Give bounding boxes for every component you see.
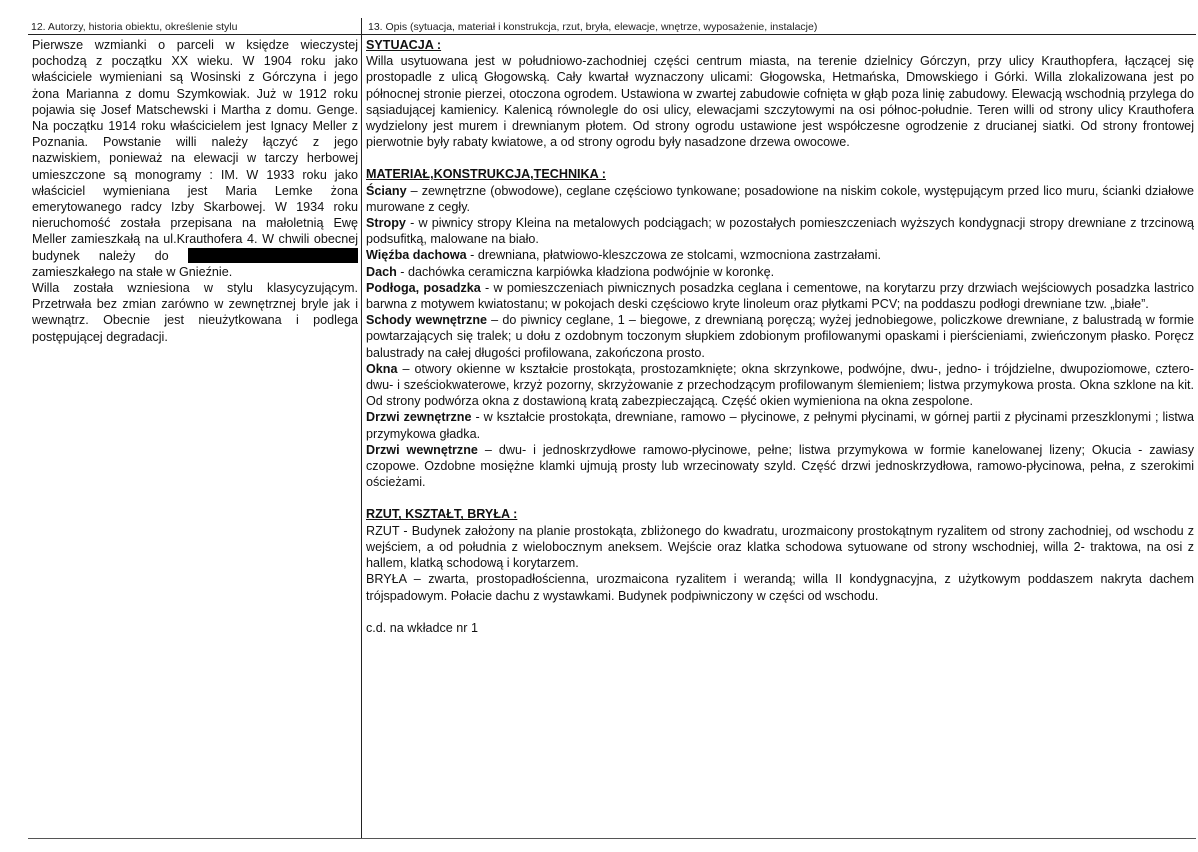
continued-note: c.d. na wkładce nr 1 (366, 620, 479, 635)
material-item (366, 312, 1194, 361)
material-item-text: – do piwnicy ceglane, 1 – biegowe, z drewnianą poręczą; wyżej jednobiegowe, policzkowe drewniane, z balustradą w formie powtarzających się tralek; u dołu z ozdobnym toczonym słupkiem zdobionym profilowanymi opaskami i pierścieniami, zwieńczonym płasko. Poręcz balustrady na całej długości profilowana, zakończona prosto. (366, 313, 1194, 360)
material-item (366, 361, 1194, 410)
plan-bryla-text: BRYŁA – zwarta, prostopadłościenna, urozmaicona ryzalitem i werandą; willa II kondygnacyjna, z użytkowym poddaszem nakryta dachem trójspadowym. Połacie dachu z wystawkami. Budynek podpiwniczony w części od wschodu. (366, 572, 1194, 603)
material-item-term: Dach (366, 264, 397, 279)
material-item-term: Więźba dachowa (366, 248, 467, 263)
material-item (366, 280, 1194, 312)
material-item (366, 409, 1194, 441)
material-item-text: - drewniana, płatwiowo-kleszczowa ze stolcami, wzmocniona zastrzałami. (466, 248, 882, 263)
section-13-header: 13. Opis (sytuacja, materiał i konstrukcja, rzut, bryła, elewacje, wnętrze, wyposażenie, instalacje) (368, 21, 818, 33)
material-item-term: Stropy (366, 216, 406, 231)
material-item (366, 215, 1194, 247)
header-divider (28, 34, 1196, 35)
bottom-border (28, 838, 1196, 839)
history-text-after-redaction: zamieszkałego na stałe w Gnieźnie. (32, 264, 233, 279)
plan-rzut-text: RZUT - Budynek założony na planie prostokąta, zbliżonego do kwadratu, urozmaicony prostokątnym ryzalitem od strony zachodniej, od wschodu z wejściem, a od południa z wielobocznym aneksem. Wejście oraz klatka schodowa sytuowane od strony wschodniej, willa 2- traktowa, na osi z hallem, klatką schodową i korytarzem. (366, 523, 1194, 571)
material-item-text: – dwu- i jednoskrzydłowe ramowo-płycinowe, pełne; listwa przymykowa w formie kanelowanej lizeny; Okucia - zawiasy czopowe. Ozdobne mosiężne klamki ujmują prosty lub wrzecinowaty szyld. Część drzwi jednoskrzydłowa, ramowo-płycinowa, pełna, z szerokimi ościeżami. (366, 442, 1195, 490)
material-item-text: - w pomieszczeniach piwnicznych posadzka ceglana i cementowe, na korytarzu przy drzwiach wejściowych posadzka lastrico barwna z motywem kwiatostanu; w pokojach deski częściowo kryte linoleum oraz płytkami PCV; na poddaszu podłogi drewniane tzw. „białe”. (366, 280, 1194, 312)
material-item (366, 247, 1194, 263)
material-list (366, 183, 1194, 491)
history-text: Pierwsze wzmianki o parceli w księdze wieczystej pochodzą z początku XX wieku. W 1904 roku jako właściciele wymieniani są Wosinski z Górczyna i jego żona Marianna z domu Szymkowiak. Już w 1912 roku pojawia się Josef Matschewski i Martha z domu. Genge. Na początku 1914 roku właścicielem jest Ignacy Meller z Poznania. Powstanie willi należy łączyć z jego nazwiskiem, ponieważ na elewacji w tarczy herbowej umieszczone są monogramy : IM. W 1933 roku jako właściciel wymieniana jest Maria Lemke żona emerytowanego radcy Izby Skarbowej. W 1934 roku nieruchomość została przepisana na małoletnią Ewę Meller zamieszkałą na ul.Krauthofera 4. W chwili obecnej budynek należy do (32, 38, 358, 263)
material-item-term: Drzwi wewnętrzne (366, 442, 478, 457)
redacted-owner-name (188, 248, 358, 263)
history-paragraph-2: Willa została wzniesiona w stylu klasycyzującym. Przetrwała bez zmian zarówno w zewnętrznej bryle jak i wewnątrz. Obecnie jest nieużytkowana i podlega postępującej degradacji. (32, 281, 358, 344)
material-item-term: Podłoga, posadzka (366, 280, 481, 295)
material-item-text: - dachówka ceramiczna karpiówka kładziona podwójnie w koronkę. (396, 264, 775, 279)
material-item-text: - w kształcie prostokąta, drewniane, ramowo – płycinowe, z pełnymi płycinami, w górnej partii z płycinami przeszklonymi ; listwa przymykowa gładka. (366, 410, 1194, 441)
situation-text: Willa usytuowana jest w południowo-zachodniej części centrum miasta, na terenie dzielnicy Górczyn, przy ulicy Krauthopfera, łączącej się prostopadle z ulicą Głogowską. Cały kwartał wyznaczony ulicami: Głogowska, Hetmańska, Dmowskiego i Górki. Willa zlokalizowana jest po północnej stronie pierzei, otoczona ogrodem. Ustawiona w zwartej zabudowie cofnięta w głąb poza linię zabudowy. Elewacją wschodnią przylega do sąsiadującej kamienicy. Kalenicą równolegle do osi ulicy, elewacjami szczytowymi na osi północ-południe. Teren willi od strony ulicy Krauthofera wydzielony jest murem i drewnianym płotem. Od strony ogrodu ustawione jest współczesne ogrodzenie z drucianej siatki. Od strony frontowej pierwotnie były rabaty kwiatowe, a od strony ogrodu były nasadzone drzewa owocowe. (366, 54, 1194, 150)
material-item-term: Schody wewnętrzne (366, 313, 488, 328)
plan-heading: RZUT, KSZTAŁT, BRYŁA : (366, 507, 518, 522)
description-column (366, 37, 1194, 636)
material-item (366, 442, 1194, 491)
material-item-term: Okna (366, 361, 398, 376)
situation-heading: SYTUACJA : (366, 38, 442, 52)
material-item (366, 264, 1194, 280)
material-item-term: Drzwi zewnętrzne (366, 410, 472, 425)
material-heading: MATERIAŁ,KONSTRUKCJA,TECHNIKA : (366, 167, 606, 182)
material-item-text: – otwory okienne w kształcie prostokąta, prostozamknięte; okna skrzynkowe, podwójne, dwu-, jedno- i trójdzielne, dwupoziomowe, cztero- dwu- i sześciokwaterowe, krzyż pozorny, skrzyżowanie z przechodzącym profilowanym ślemieniem; listwa przymykowa prosta. Okna szklone na kit. Od strony podwórza okna z dostawioną kratą zabezpieczającą. Część okien wymieniona na okna zespolone. (366, 361, 1194, 409)
document-form (28, 18, 1196, 838)
column-divider (361, 18, 362, 838)
material-item-text: – zewnętrzne (obwodowe), ceglane częściowo tynkowane; posadowione na niskim cokole, występującym przed lico muru, ścianki działowe murowane z cegły. (366, 183, 1194, 214)
history-column (32, 37, 358, 345)
material-item-term: Ściany (366, 183, 407, 198)
material-item-text: - w piwnicy stropy Kleina na metalowych podciągach; w pozostałych pomieszczeniach wyższych kondygnacji stropy drewniane z trzcinową podsufitką, malowane na biało. (366, 216, 1194, 247)
section-12-header: 12. Autorzy, historia obiektu, określenie stylu (31, 21, 238, 33)
material-item (366, 183, 1194, 215)
history-paragraph-1 (32, 37, 358, 280)
